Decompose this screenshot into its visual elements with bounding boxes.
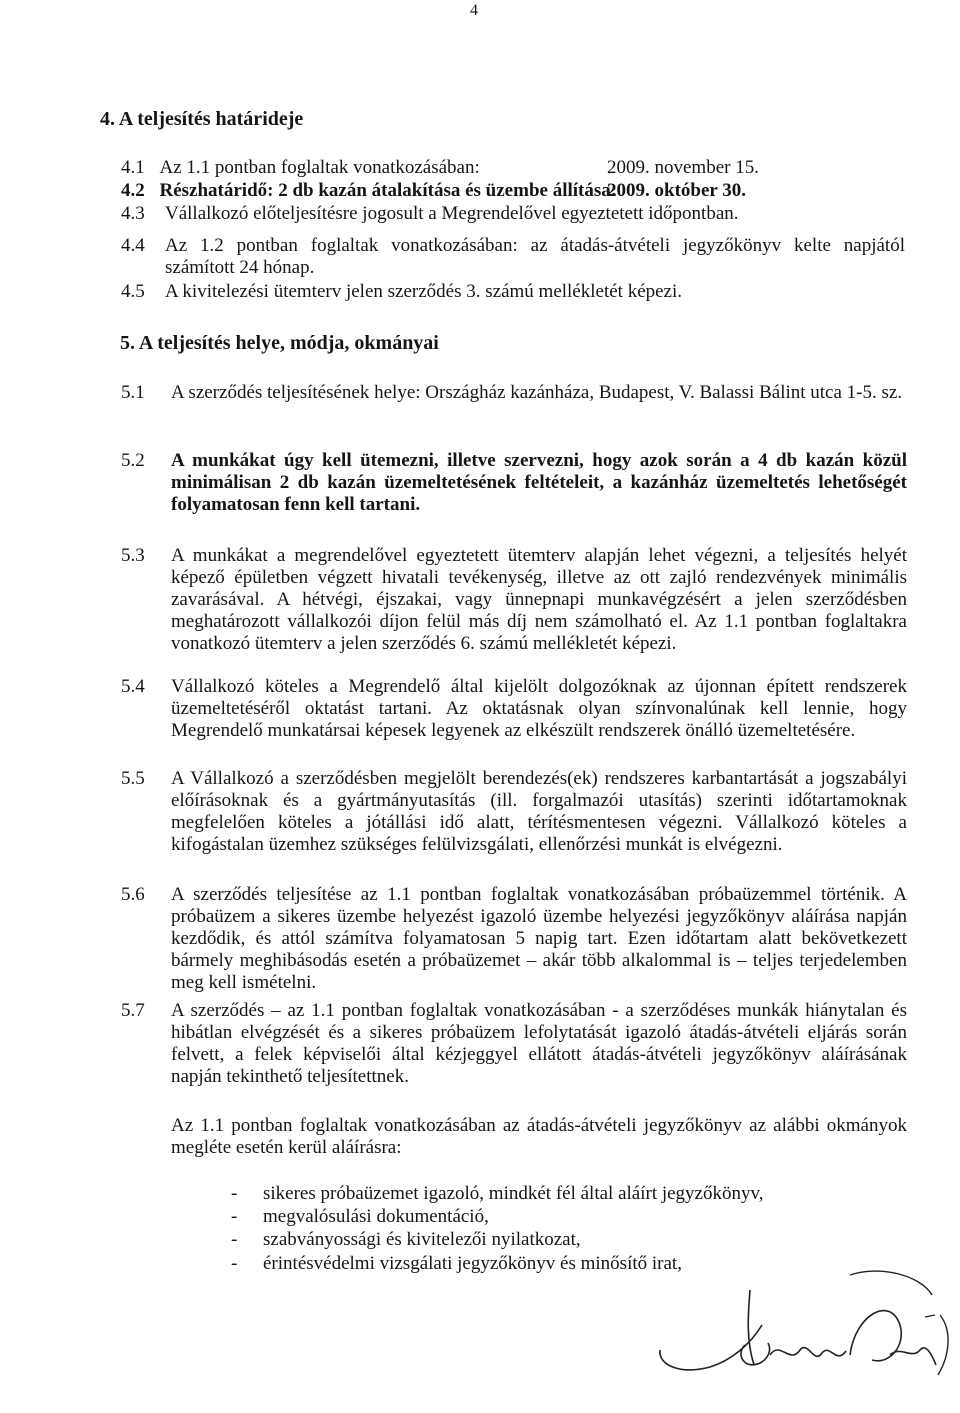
item-4-1 [121,157,759,179]
item-text: Vállalkozó előteljesítésre jogosult a Megrendelővel egyeztetett időpontban. [165,203,739,224]
list-item: - szabványossági és kivitelezői nyilatkozat, [231,1229,764,1252]
section-4-heading: 4. A teljesítés határideje [100,108,304,130]
item-5-6 [121,884,907,994]
item-text: A szerződés teljesítésének helye: Országház kazánháza, Budapest, V. Balassi Bálint utca 1-5. sz. [171,382,903,403]
item-text: Az 1.1 pontban foglaltak vonatkozásában: [159,157,480,178]
item-date: 2009. október 30. [607,180,746,201]
item-5-1 [121,382,907,404]
item-text: A Vállalkozó a szerződésben megjelölt berendezés(ek) rendszeres karbantartását a jogszabályi előírásoknak és a gyártmányutasítás (ill. forgalmazói utasítás) szerinti időtartamoknak megfelelően köteles a jótállási idő alatt, térítésmentesen végezni. Vállalkozó köteles a kifogástalan üzemhez szükséges felülvizsgálati, ellenőrzési munkát is elvégezni. [171,768,907,855]
item-text: Vállalkozó köteles a Megrendelő által kijelölt dolgozóknak az újonnan épített rendszerek üzemeltetéséről oktatást tartani. Az oktatásnak olyan színvonalúnak kell lennie, hogy Megrendelő munkatársai képesek legyenek az elkészült rendszerek önálló üzemeltetésére. [171,676,907,741]
item-number: 5.3 [121,545,145,566]
list-item: - sikeres próbaüzemet igazoló, mindkét fél által aláírt jegyzőkönyv, [231,1183,764,1206]
item-number: 4.5 [121,281,145,302]
item-number: 4.1 [121,157,145,178]
item-text: Részhatáridő: 2 db kazán átalakítása és üzembe állítása: [159,180,618,201]
item-5-2 [121,450,907,516]
item-4-5 [121,281,907,303]
item-date: 2009. november 15. [607,157,759,178]
item-number: 5.7 [121,1000,145,1021]
item-text: A szerződés – az 1.1 pontban foglaltak vonatkozásában - a szerződéses munkák hiánytalan és hibátlan elvégzését és a sikeres próbaüzem lefolytatását igazoló átadás-átvételi eljárás során felvett, a felek képviselői által kézjeggyel ellátott átadás-átvételi jegyzőkönyv aláírásának napján tekinthető teljesítettnek. [171,1000,907,1087]
item-text: A munkákat a megrendelővel egyeztetett ütemterv alapján lehet végezni, a teljesítés helyét képező épületben végzett hivatali tevékenység, illetve az ott zajló rendezvények minimális zavarásával. A hétvégi, éjszakai, vagy ünnepnapi munkavégzésért a jelen szerződésben meghatározott vállalkozói díjon felül más díj nem számolható el. Az 1.1 pontban foglaltakra vonatkozó ütemterv a jelen szerződés 6. számú mellékletét képezi. [171,545,907,654]
item-text: A kivitelezési ütemterv jelen szerződés 3. számú mellékletét képezi. [165,281,683,302]
list-item: - érintésvédelmi vizsgálati jegyzőkönyv és minősítő irat, [231,1253,764,1276]
item-text: Az 1.2 pontban foglaltak vonatkozásában: az átadás-átvételi jegyzőkönyv kelte napjától számított 24 hónap. [165,235,905,278]
item-5-5 [121,768,907,856]
item-number: 5.5 [121,768,145,789]
item-number: 5.1 [121,382,145,403]
item-text: A szerződés teljesítése az 1.1 pontban foglaltak vonatkozásában próbaüzemmel történik. A próbaüzem a sikeres üzembe helyezést igazoló üzembe helyezési jegyzőkönyv aláírása napján kezdődik, és attól számítva folyamatosan 5 napig tart. Ezen időtartam alatt bekövetkezett bármely meghibásodás esetén a próbaüzemet – akár több alkalommal is – teljes terjedelemben meg kell ismételni. [171,884,907,993]
item-5-3 [121,545,907,655]
handwritten-signature [650,1255,960,1385]
item-5-4 [121,676,907,742]
item-number: 4.3 [121,203,145,224]
item-5-7-continuation [121,1115,907,1159]
item-text: A munkákat úgy kell ütemezni, illetve szervezni, hogy azok során a 4 db kazán közül minimálisan 2 db kazán üzemeltetésének feltételeit, a kazánház üzemeltetés lehetőségét folyamatosan fenn kell tartani. [171,450,907,515]
item-number: 4.2 [121,180,145,201]
item-4-3 [121,203,907,225]
item-text: Az 1.1 pontban foglaltak vonatkozásában az átadás-átvételi jegyzőkönyv az alábbi okmányok megléte esetén kerül aláírásra: [171,1115,907,1158]
item-number: 5.4 [121,676,145,697]
list-item: - megvalósulási dokumentáció, [231,1206,764,1229]
item-5-7 [121,1000,907,1088]
item-4-2 [121,180,746,202]
section-5-heading: 5. A teljesítés helye, módja, okmányai [120,332,439,354]
page-number: 4 [470,2,478,19]
item-4-4 [121,235,907,279]
item-number: 5.6 [121,884,145,905]
item-number: 4.4 [121,235,145,256]
item-number: 5.2 [121,450,145,471]
